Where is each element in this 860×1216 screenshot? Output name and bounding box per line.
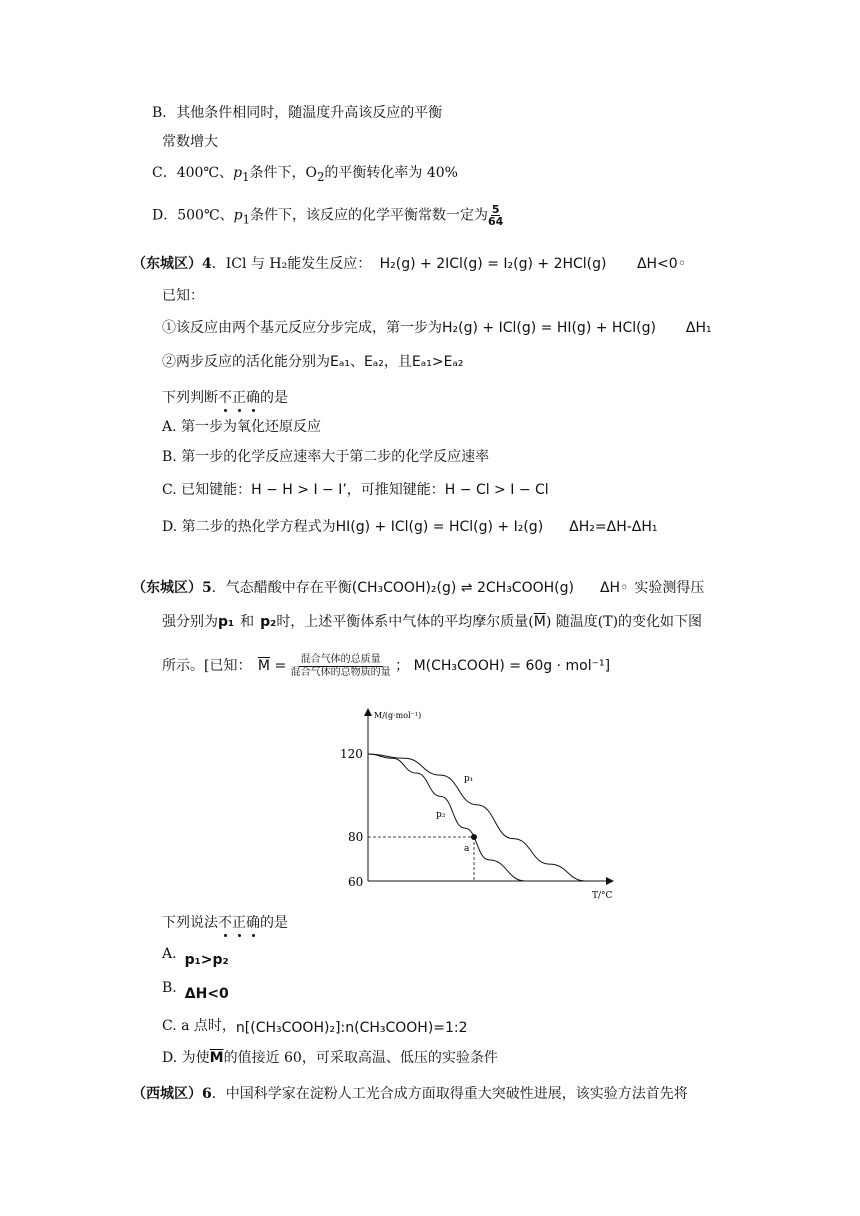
q4-known-1: ①该反应由两个基元反应分步完成，第一步为H₂(g) + ICl(g) = HI(g) + HCl(g) ΔH₁ (162, 320, 712, 336)
q6-stem: （西城区）6．中国科学家在淀粉人工光合成方面取得重大突破性进展，该实验方法首先将 (132, 1086, 688, 1102)
q3-option-b-line2: 常数增大 (162, 134, 218, 150)
fraction-5-64: $\frac{5}{64}$ (488, 203, 504, 228)
q4-option-c: C. 已知键能：H − H > I − I’，可推知键能：H − Cl > I − Cl (162, 482, 549, 498)
q4-option-d: D. 第二步的热化学方程式为HI(g) + ICl(g) = HCl(g) + I₂(g) ΔH₂=ΔH-ΔH₁ (162, 519, 658, 535)
q5-question: 下列说法不正确的是 (162, 915, 288, 931)
q5-stem-line3: 所示。[已知： $\overline{M}$ = 混合气体的总质量 混合气体的总物质的量 ； M(CH₃COOH) = 60g · mol⁻¹] (162, 654, 611, 678)
q5-option-a: A. p₁>p₂ (162, 946, 229, 968)
q5-stem: （东城区）5．气态醋酸中存在平衡(CH₃COOH)₂(g) ⇌ 2CH₃COOH(g) ΔH◦ 实验测得压 (132, 580, 705, 596)
point-a (471, 834, 477, 840)
q4-known-2: ②两步反应的活化能分别为Eₐ₁、Eₐ₂，且Eₐ₁>Eₐ₂ (162, 354, 464, 370)
y-axis-label: M/(g·mol⁻¹) (374, 711, 422, 720)
q3-option-c: C．400℃、$p_1$条件下，$O_2$的平衡转化率为 40% (152, 165, 458, 184)
y-tick-120: 120 (340, 747, 363, 761)
series-line-p2 (368, 754, 525, 881)
q5-stem-line2: 强分别为p₁ 和 p₂时，上述平衡体系中气体的平均摩尔质量$(\overline{M})$ 随温度(T)的变化如下图 (162, 614, 703, 630)
y-tick-80: 80 (348, 830, 364, 844)
q4-option-b: B. 第一步的化学反应速率大于第二步的化学反应速率 (162, 449, 490, 465)
y-tick-60: 60 (348, 875, 364, 889)
q5-option-c: C. a 点时，n[(CH₃COOH)₂]:n(CH₃COOH)=1:2 (162, 1018, 468, 1036)
molar-mass-definition-fraction: 混合气体的总质量 混合气体的总物质的量 (290, 654, 391, 678)
molar-mass-temperature-chart (330, 700, 630, 910)
series-label-p2: p₂ (436, 810, 446, 820)
point-a-label: a (464, 844, 470, 854)
q3-option-b-line1: B．其他条件相同时，随温度升高该反应的平衡 (152, 105, 443, 121)
q5-option-d: D. 为使$\overline{M}$的值接近 60，可采取高温、低压的实验条件 (162, 1050, 498, 1066)
series-label-p1: p₁ (464, 774, 474, 784)
q4-known: 已知： (162, 288, 204, 304)
q4-option-a: A. 第一步为氧化还原反应 (162, 419, 322, 435)
x-axis-label: T/°C (592, 891, 613, 901)
series-line-p1 (368, 754, 586, 881)
q5-option-b: B. ΔH<0 (162, 980, 229, 1002)
q4-stem: （东城区）4．ICl 与 H₂能发生反应： H₂(g) + 2ICl(g) = I₂(g) + 2HCl(g) ΔH<0◦ (132, 256, 686, 272)
q3-option-d: D．500℃、$p_1$条件下，该反应的化学平衡常数一定为 $\frac{5}{64}$ (152, 203, 504, 228)
q4-question: 下列判断不正确的是 (162, 390, 288, 406)
